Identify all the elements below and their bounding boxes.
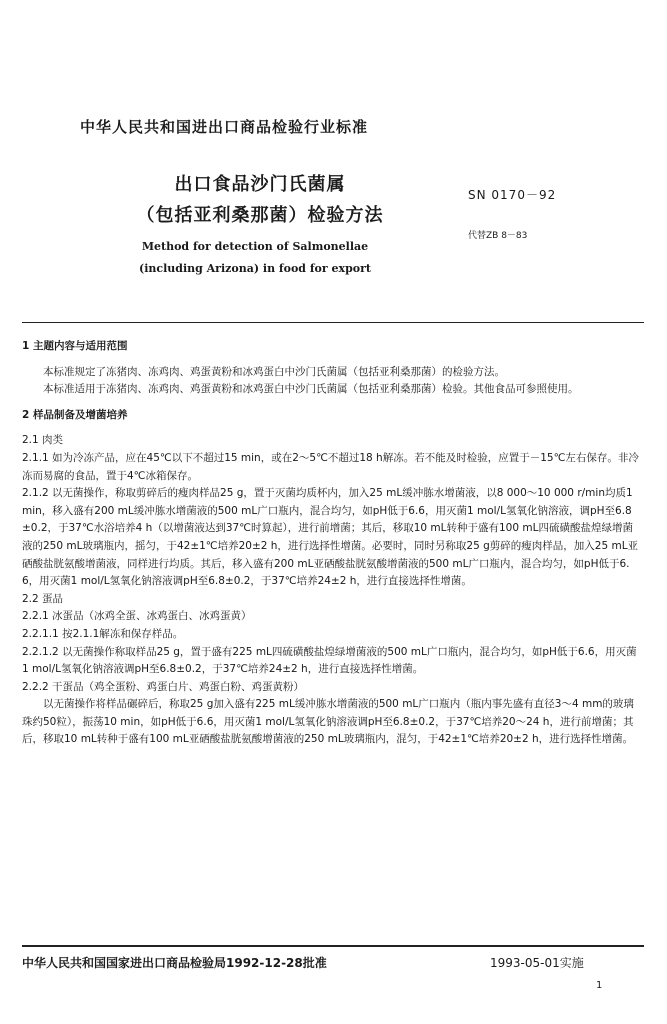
document-title-line1: 出口食品沙门氏菌属 — [174, 174, 346, 195]
clause-2-1-2: 2.1.2 以无菌操作，称取剪碎后的瘦肉样品25 g，置于灭菌均质杯内，加入25 mL缓冲胨水增菌液，以8 000～10 000 r/min均质1 min，移入盛有200 mL缓冲胨水增菌液的500 mL广口瓶内，混合均匀，如pH低于6.6，用灭菌1 mol/L氢氧化钠溶液，调pH至6.8±0.2，于37℃水浴培养4 h（以增菌液达到37℃时算起），进行前增菌；其后，移取10 mL转种于盛有100 mL四硫磺酸盐煌绿增菌液的250 mL玻璃瓶内，摇匀，于42±1℃培养20±2 h，进行选择性增菌。必要时，同时另称取25 g剪碎的瘦肉样品，加入25 mL亚硒酸盐胱氨酸增菌液，同样进行均质。其后，移入盛有200 mL亚硒酸盐胱氨酸增菌液的500 mL广口瓶内，混合均匀，如pH低于6.6，用灭菌1 mol/L氢氧化钠溶液调pH至6.8±0.2，于37℃培养24±2 h，进行直接选择性增菌。 — [22, 487, 639, 588]
clause-2-2-1-2: 2.2.1.2 以无菌操作称取样品25 g，置于盛有225 mL四硫磺酸盐煌绿增菌液的500 mL广口瓶内，混合均匀，如pH低于6.6，用灭菌1 mol/L氢氧化钠溶液调pH至6.8±0.2，于37℃培养24±2 h，进行直接选择性增菌。 — [22, 645, 637, 676]
page-number: 1 — [596, 980, 603, 991]
clause-2-2-1: 2.2.1 冰蛋品（冰鸡全蛋、冰鸡蛋白、冰鸡蛋黄） — [22, 610, 252, 623]
clause-2-2-2-paragraph: 以无菌操作将样品碾碎后，称取25 g加入盛有225 mL缓冲胨水增菌液的500 mL广口瓶内（瓶内事先盛有直径3～4 mm的玻璃珠约50粒），振荡10 min，如pH低于6.6，用灭菌1 mol/L氢氧化钠溶液调pH至6.8±0.2，于37℃培养20～24 h，进行前增菌；其后，移取10 mL转种于盛有100 mL亚硒酸盐胱氨酸增菌液的250 mL玻璃瓶内，混匀，于42±1℃培养20±2 h，进行选择性增菌。 — [22, 698, 634, 746]
section-2-heading: 2 样品制备及增菌培养 — [22, 408, 128, 421]
section-1-paragraph-1: 本标准规定了冻猪肉、冻鸡肉、鸡蛋黄粉和冰鸡蛋白中沙门氏菌属（包括亚利桑那菌）的检验方法。 — [43, 365, 505, 378]
document-body — [22, 338, 642, 749]
header-divider — [22, 322, 644, 323]
issuing-authority: 中华人民共和国进出口商品检验行业标准 — [80, 118, 369, 136]
footer-divider — [22, 945, 644, 947]
section-1-heading: 1 主题内容与适用范围 — [22, 340, 128, 352]
effective-date: 1993-05-01实施 — [490, 956, 584, 970]
document-title-line2: （包括亚利桑那菌）检验方法 — [136, 205, 384, 226]
clause-2-2: 2.2 蛋品 — [22, 592, 64, 605]
clause-2-1-1: 2.1.1 如为冷冻产品，应在45℃以下不超过15 min，或在2～5℃不超过18 h解冻。若不能及时检验，应置于－15℃左右保存。非冷冻而易腐的食品，置于4℃冰箱保存。 — [22, 451, 639, 482]
section-1-paragraph-2: 本标准适用于冻猪肉、冻鸡肉、鸡蛋黄粉和冰鸡蛋白中沙门氏菌属（包括亚利桑那菌）检验。其他食品可参照使用。 — [43, 383, 579, 396]
clause-2-2-2: 2.2.2 干蛋品（鸡全蛋粉、鸡蛋白片、鸡蛋白粉、鸡蛋黄粉） — [22, 680, 305, 693]
approval-statement: 中华人民共和国国家进出口商品检验局1992-12-28批准 — [22, 956, 327, 970]
clause-2-2-1-1: 2.2.1.1 按2.1.1解冻和保存样品。 — [22, 627, 184, 640]
english-title-line1: Method for detection of Salmonellae — [141, 240, 369, 253]
clause-2-1: 2.1 肉类 — [22, 434, 64, 447]
replaces-standard: 代替ZB 8－83 — [468, 231, 528, 241]
english-title-line2: (including Arizona) in food for export — [139, 262, 371, 275]
standard-code: SN 0170－92 — [468, 188, 557, 202]
